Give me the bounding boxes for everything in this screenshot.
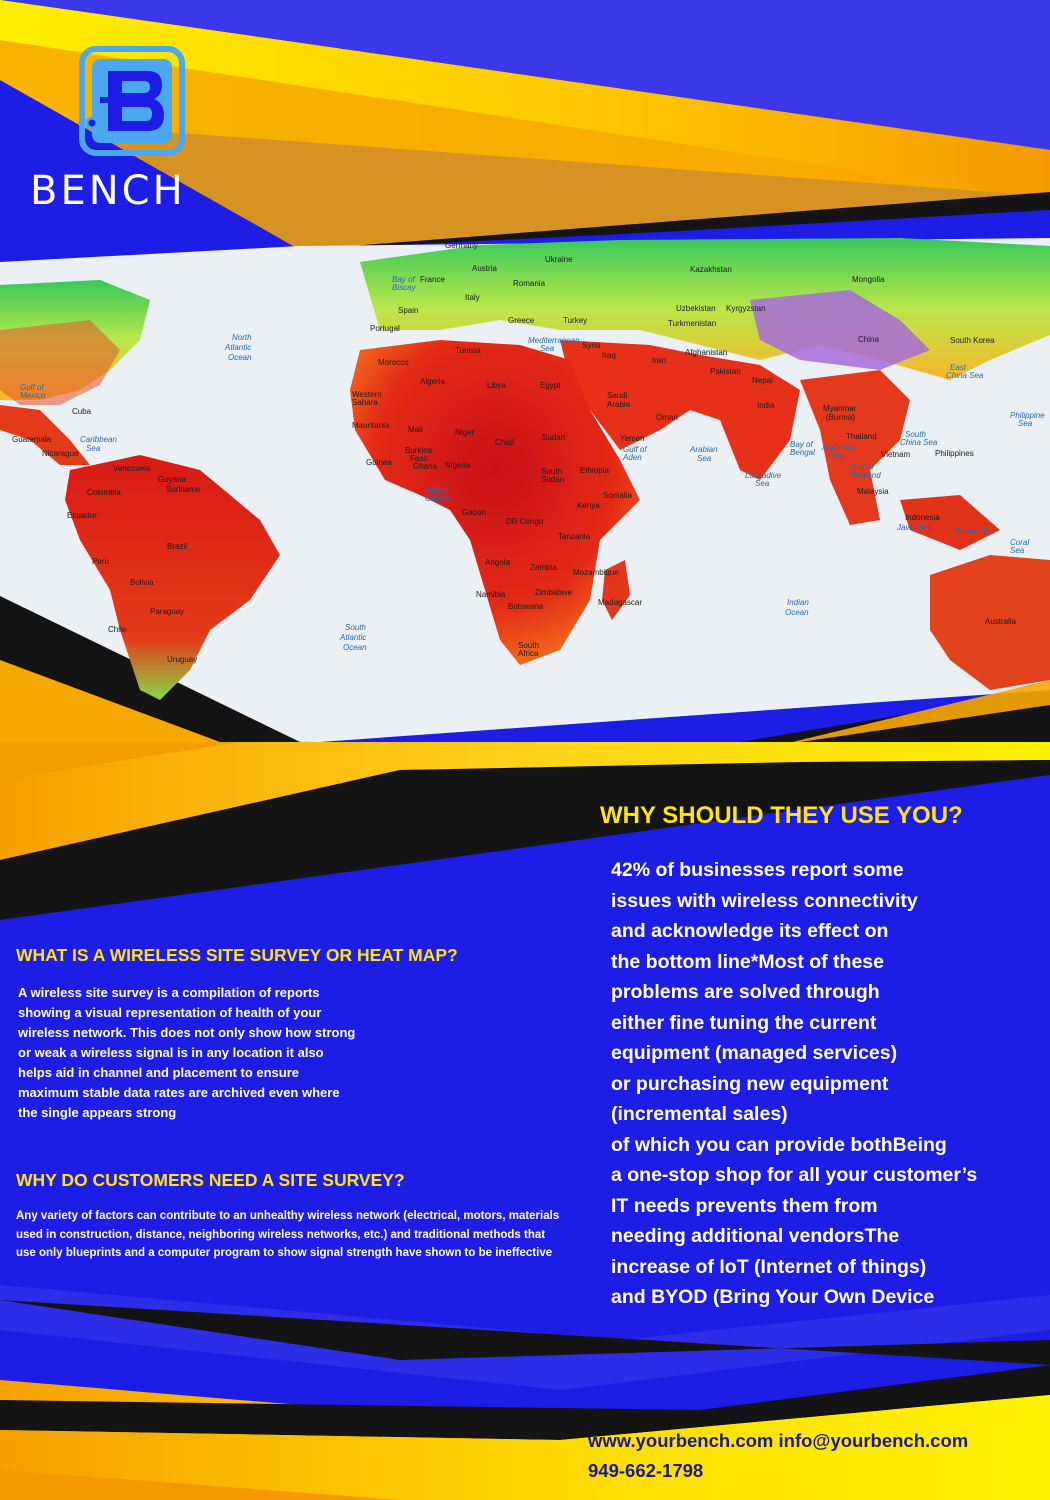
- svg-text:Atlantic: Atlantic: [340, 633, 367, 642]
- why-need-site-survey-title: WHY DO CUSTOMERS NEED A SITE SURVEY?: [16, 1170, 405, 1190]
- svg-text:Sea: Sea: [755, 479, 770, 488]
- svg-text:Western: Western: [352, 390, 382, 399]
- svg-text:Niger: Niger: [455, 428, 475, 437]
- svg-text:Atlantic: Atlantic: [225, 343, 252, 352]
- svg-text:Ghana: Ghana: [413, 462, 438, 471]
- svg-text:Sea: Sea: [1010, 546, 1025, 555]
- svg-text:Turkmenistan: Turkmenistan: [668, 319, 717, 328]
- svg-text:Philippine: Philippine: [1010, 411, 1045, 420]
- svg-text:Gulf of: Gulf of: [20, 383, 44, 392]
- svg-text:South: South: [518, 641, 539, 650]
- svg-text:Uruguay: Uruguay: [167, 655, 198, 664]
- svg-text:Iran: Iran: [652, 356, 666, 365]
- svg-text:Botswana: Botswana: [508, 602, 544, 611]
- svg-text:Madagascar: Madagascar: [598, 598, 643, 607]
- svg-text:Morocco: Morocco: [378, 358, 409, 367]
- contact-phone: 949-662-1798: [588, 1460, 704, 1481]
- svg-text:Mexico: Mexico: [20, 391, 46, 400]
- svg-text:Myanmar: Myanmar: [823, 404, 857, 413]
- contact-block: [588, 1426, 968, 1486]
- svg-text:Bay of: Bay of: [790, 440, 813, 449]
- svg-text:Ukraine: Ukraine: [545, 255, 573, 264]
- svg-text:Thailand: Thailand: [850, 471, 881, 480]
- svg-text:Ocean: Ocean: [343, 643, 367, 652]
- svg-text:Tunisia: Tunisia: [455, 346, 481, 355]
- svg-text:Biscay: Biscay: [392, 283, 416, 292]
- svg-text:Yemen: Yemen: [620, 434, 645, 443]
- svg-text:Guatemala: Guatemala: [12, 435, 52, 444]
- svg-text:Portugal: Portugal: [370, 324, 400, 333]
- what-is-site-survey-title: WHAT IS A WIRELESS SITE SURVEY OR HEAT MAP?: [16, 945, 458, 965]
- svg-text:Thailand: Thailand: [846, 432, 877, 441]
- svg-text:Bay of: Bay of: [392, 275, 415, 284]
- svg-text:DR Congo: DR Congo: [506, 517, 544, 526]
- svg-text:China Sea: China Sea: [946, 371, 984, 380]
- svg-text:Vietnam: Vietnam: [881, 450, 911, 459]
- svg-text:Germany: Germany: [445, 241, 478, 250]
- svg-text:Laccadive: Laccadive: [745, 471, 782, 480]
- svg-text:Ecuador: Ecuador: [67, 511, 97, 520]
- svg-text:Coral: Coral: [1010, 538, 1030, 547]
- svg-text:South Korea: South Korea: [950, 336, 995, 345]
- svg-text:Greece: Greece: [508, 316, 535, 325]
- svg-text:Sea: Sea: [697, 454, 712, 463]
- svg-text:Chile: Chile: [108, 625, 127, 634]
- svg-text:Gulf of: Gulf of: [850, 463, 874, 472]
- why-should-they-use-you-title: WHY SHOULD THEY USE YOU?: [600, 802, 963, 829]
- svg-text:Spain: Spain: [398, 306, 419, 315]
- svg-text:Mauritania: Mauritania: [352, 421, 390, 430]
- what-is-site-survey-body: A wireless site survey is a compilation of reports showing a visual representation of health of your wireless network. This does not only show how strong or weak a wireless signal is in any location it also helps aid in channel and placement to ensure maximum stable data rates are archived even where the single appears strong: [18, 985, 356, 1120]
- svg-text:Sudan: Sudan: [542, 433, 566, 442]
- brand-name: BENCH: [30, 168, 186, 214]
- svg-text:Suriname: Suriname: [166, 485, 201, 494]
- svg-text:Iraq: Iraq: [602, 351, 616, 360]
- svg-text:Venezuela: Venezuela: [113, 464, 151, 473]
- svg-text:Sahara: Sahara: [352, 398, 378, 407]
- svg-text:Bengal: Bengal: [790, 448, 815, 457]
- svg-text:China Sea: China Sea: [900, 438, 938, 447]
- svg-text:Banda Sea: Banda Sea: [955, 527, 995, 536]
- svg-text:Gulf of: Gulf of: [425, 486, 449, 495]
- svg-text:South: South: [541, 467, 562, 476]
- svg-text:Indonesia: Indonesia: [905, 513, 940, 522]
- svg-text:Kenya: Kenya: [577, 501, 600, 510]
- svg-text:Kazakhstan: Kazakhstan: [690, 265, 732, 274]
- svg-text:Burkina: Burkina: [405, 446, 433, 455]
- svg-text:South: South: [905, 430, 926, 439]
- svg-text:Philippines: Philippines: [935, 449, 974, 458]
- svg-text:Sea: Sea: [830, 451, 845, 460]
- svg-text:Java Sea: Java Sea: [897, 523, 931, 532]
- svg-text:Syria: Syria: [582, 341, 601, 350]
- svg-text:Cuba: Cuba: [72, 407, 92, 416]
- svg-text:Arabia: Arabia: [607, 400, 631, 409]
- svg-text:Ocean: Ocean: [785, 608, 809, 617]
- svg-text:East: East: [950, 363, 967, 372]
- svg-text:Zambia: Zambia: [530, 563, 557, 572]
- svg-text:Africa: Africa: [518, 649, 539, 658]
- svg-text:Italy: Italy: [465, 293, 480, 302]
- svg-text:Nepal: Nepal: [752, 376, 773, 385]
- contact-web-email: www.yourbench.com info@yourbench.com: [588, 1430, 969, 1451]
- svg-text:Faso: Faso: [410, 454, 428, 463]
- svg-text:Aden: Aden: [623, 453, 642, 462]
- svg-text:Chad: Chad: [495, 438, 515, 447]
- why-should-they-use-you-body: 42% of businesses report some issues with wireless connectivity and acknowledge its effect on the bottom line*Most of these problems are solved through either fine tuning the current equipment (managed services) or purchasing new equipment (incremental sales) of which you can provide bothBeing a one-stop shop for all your customer’s IT needs prevents them from needing additional vendorsThe increase of IoT (Internet of things) and BYOD (Bring Your Own Device: [611, 859, 978, 1308]
- svg-text:Somalia: Somalia: [603, 491, 632, 500]
- svg-text:Angola: Angola: [485, 558, 510, 567]
- svg-text:Australia: Australia: [985, 617, 1017, 626]
- svg-text:Guinea: Guinea: [425, 494, 451, 503]
- svg-text:France: France: [420, 275, 445, 284]
- svg-text:Sea: Sea: [540, 344, 555, 353]
- svg-text:Peru: Peru: [92, 557, 109, 566]
- svg-text:South: South: [345, 623, 366, 632]
- svg-text:Egypt: Egypt: [540, 381, 561, 390]
- svg-text:Sea: Sea: [86, 444, 101, 453]
- svg-text:Mediterranean: Mediterranean: [528, 336, 580, 345]
- why-need-site-survey-body: Any variety of factors can contribute to an unhealthy wireless network (electrical, motors, materials used in construction, distance, neighboring wireless networks, etc.) and traditional methods that use only blueprints and a computer program to show signal strength have shown to be ineffective: [16, 1210, 560, 1259]
- svg-text:Afghanistan: Afghanistan: [685, 348, 728, 357]
- svg-text:Mongolia: Mongolia: [852, 275, 885, 284]
- svg-text:Caribbean: Caribbean: [80, 435, 117, 444]
- svg-text:Paraguay: Paraguay: [150, 607, 185, 616]
- svg-text:Bolivia: Bolivia: [130, 578, 154, 587]
- svg-text:Uzbekistan: Uzbekistan: [676, 304, 716, 313]
- svg-text:Indian: Indian: [787, 598, 809, 607]
- svg-text:Austria: Austria: [472, 264, 497, 273]
- svg-text:Sudan: Sudan: [541, 475, 565, 484]
- svg-text:India: India: [757, 401, 775, 410]
- svg-text:Mali: Mali: [408, 425, 423, 434]
- svg-text:Arabian: Arabian: [690, 445, 718, 454]
- svg-text:Malaysia: Malaysia: [857, 487, 889, 496]
- svg-text:Guinea: Guinea: [366, 458, 392, 467]
- svg-text:Ethiopia: Ethiopia: [580, 466, 609, 475]
- svg-text:Pakistan: Pakistan: [710, 367, 741, 376]
- svg-text:(Burma): (Burma): [826, 413, 855, 422]
- svg-text:Kyrgyzstan: Kyrgyzstan: [726, 304, 766, 313]
- svg-text:Gabon: Gabon: [462, 508, 487, 517]
- svg-text:North: North: [232, 333, 252, 342]
- svg-text:Ocean: Ocean: [228, 353, 252, 362]
- svg-text:Andaman: Andaman: [822, 443, 857, 452]
- svg-text:Tanzania: Tanzania: [558, 532, 591, 541]
- svg-text:Romania: Romania: [513, 279, 546, 288]
- svg-text:Zimbabwe: Zimbabwe: [535, 588, 572, 597]
- svg-text:Oman: Oman: [656, 413, 678, 422]
- svg-text:Saudi: Saudi: [607, 391, 628, 400]
- svg-text:Mozambique: Mozambique: [573, 568, 619, 577]
- svg-text:Nicaragua: Nicaragua: [42, 449, 79, 458]
- svg-text:China: China: [858, 335, 879, 344]
- svg-text:Brazil: Brazil: [167, 542, 188, 551]
- svg-text:Sea: Sea: [1018, 419, 1033, 428]
- svg-text:Guyana: Guyana: [158, 475, 187, 484]
- svg-text:Libya: Libya: [487, 381, 507, 390]
- svg-text:Colombia: Colombia: [87, 488, 121, 497]
- svg-text:Namibia: Namibia: [476, 590, 506, 599]
- svg-text:Gulf of: Gulf of: [623, 445, 647, 454]
- svg-text:Algeria: Algeria: [420, 377, 445, 386]
- svg-text:Turkey: Turkey: [563, 316, 588, 325]
- svg-text:Nigeria: Nigeria: [445, 461, 471, 470]
